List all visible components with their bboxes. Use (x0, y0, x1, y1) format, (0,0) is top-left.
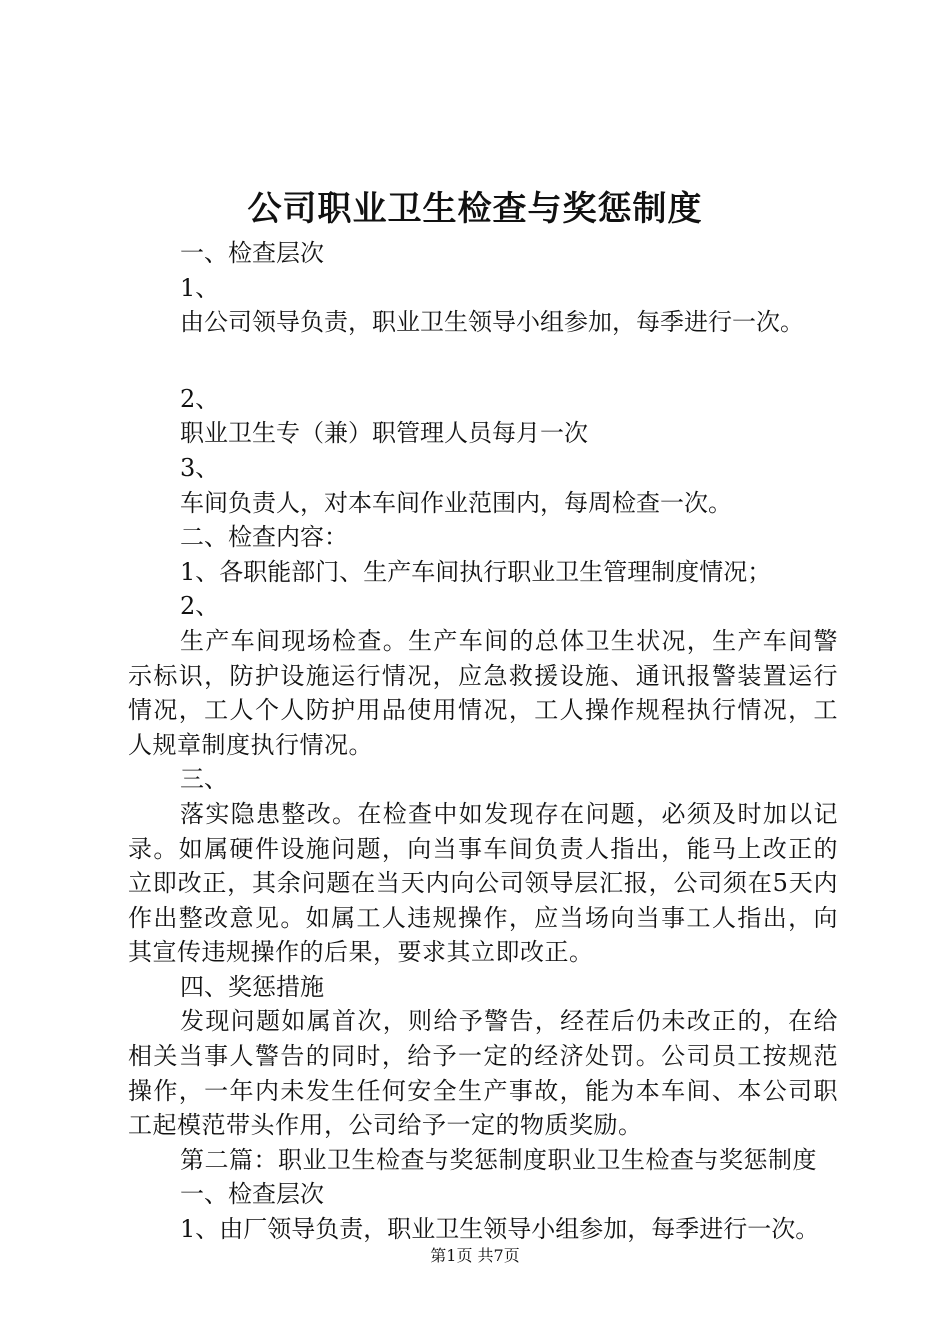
item-number-3: 3、 (180, 453, 220, 482)
document-body (128, 236, 838, 1247)
content-item-1: 1、各职能部门、生产车间执行职业卫生管理制度情况； (180, 557, 772, 586)
section-heading-1: 一、检查层次 (180, 239, 324, 267)
page-number-footer: 第1页 共7页 (430, 1246, 520, 1265)
section-heading-3: 三、 (180, 765, 228, 794)
item-text-3: 车间负责人，对本车间作业范围内，每周检查一次。 (180, 488, 732, 517)
item-number-1: 1、 (180, 273, 220, 302)
content-item-2-number: 2、 (180, 592, 220, 621)
item-number-2: 2、 (180, 384, 220, 413)
item-text-4: 1、由厂领导负责，职业卫生领导小组参加，每季进行一次。 (180, 1215, 820, 1244)
item-text-2: 职业卫生专（兼）职管理人员每月一次 (180, 419, 588, 448)
section-heading-4: 四、奖惩措施 (180, 972, 324, 1001)
reward-penalty-paragraph: 发现问题如属首次，则给予警告，经茬后仍未改正的，在给相关当事人警告的同时，给予一定的经济处罚。公司员工按规范操作，一年内未发生任何安全生产事故，能为本车间、本公司职工起模范带头作用，公司给予一定的物质奖励。 (128, 1007, 838, 1140)
item-text-1: 由公司领导负责，职业卫生领导小组参加，每季进行一次。 (180, 308, 804, 337)
section-heading-5: 一、检查层次 (180, 1180, 324, 1209)
document-title: 公司职业卫生检查与奖惩制度 (247, 189, 703, 229)
section-heading-2: 二、检查内容： (180, 523, 348, 552)
blank-gap (128, 340, 838, 382)
second-chapter-heading: 第二篇：职业卫生检查与奖惩制度职业卫生检查与奖惩制度 (180, 1145, 817, 1174)
rectification-paragraph: 落实隐患整改。在检查中如发现存在问题，必须及时加以记录。如属硬件设施问题，向当事车间负责人指出，能马上改正的立即改正，其余问题在当天内向公司领导层汇报，公司须在5天内作出整改意见。如属工人违规操作，应当场向当事工人指出，向其宣传违规操作的后果，要求其立即改正。 (128, 799, 838, 967)
content-item-2-text: 生产车间现场检查。生产车间的总体卫生状况，生产车间警示标识，防护设施运行情况，应急救援设施、通讯报警装置运行情况，工人个人防护用品使用情况，工人操作规程执行情况，工人规章制度执行情况。 (128, 626, 838, 759)
